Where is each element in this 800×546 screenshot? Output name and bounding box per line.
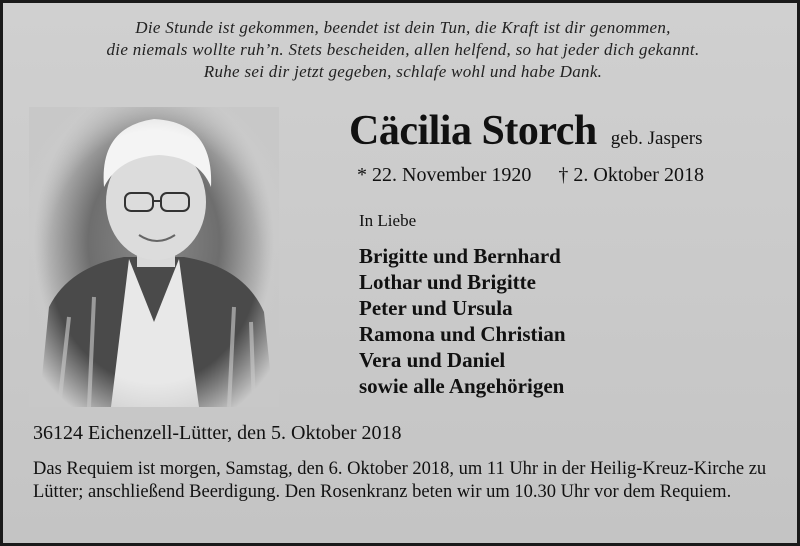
mourner: Ramona und Christian (359, 322, 566, 346)
place-date: 36124 Eichenzell-Lütter, den 5. Oktober 2018 (33, 422, 402, 444)
birth-date: * 22. November 1920 (357, 164, 532, 186)
poem (3, 17, 800, 83)
poem-line: die niemals wollte ruh’n. Stets bescheiden, allen helfend, so hat jeder dich gekannt. (106, 40, 700, 59)
mourner: Vera und Daniel (359, 348, 506, 372)
requiem-note: Das Requiem ist morgen, Samstag, den 6. Oktober 2018, um 11 Uhr in der Heilig-Kreuz-Kirche zu Lütter; anschließend Beerdigung. Den Rosenkranz beten wir um 10.30 Uhr vor dem Requiem. (33, 459, 767, 502)
name-row (349, 107, 703, 155)
death-date: † 2. Oktober 2018 (558, 164, 704, 186)
mourner: sowie alle Angehörigen (359, 374, 565, 398)
poem-line: Ruhe sei dir jetzt gegeben, schlafe wohl und habe Dank. (203, 62, 603, 81)
in-love-label: In Liebe (359, 211, 417, 230)
deceased-name: Cäcilia Storch (349, 108, 597, 154)
portrait-photo (29, 107, 279, 407)
life-dates (357, 164, 704, 187)
mourner: Lothar und Brigitte (359, 270, 536, 294)
mourner: Brigitte und Bernhard (359, 244, 561, 268)
mourner: Peter und Ursula (359, 296, 513, 320)
portrait-illustration (29, 107, 279, 407)
mourners-list (359, 243, 566, 399)
maiden-name: geb. Jaspers (610, 128, 703, 149)
poem-line: Die Stunde ist gekommen, beendet ist dein Tun, die Kraft ist dir genommen, (135, 18, 671, 37)
